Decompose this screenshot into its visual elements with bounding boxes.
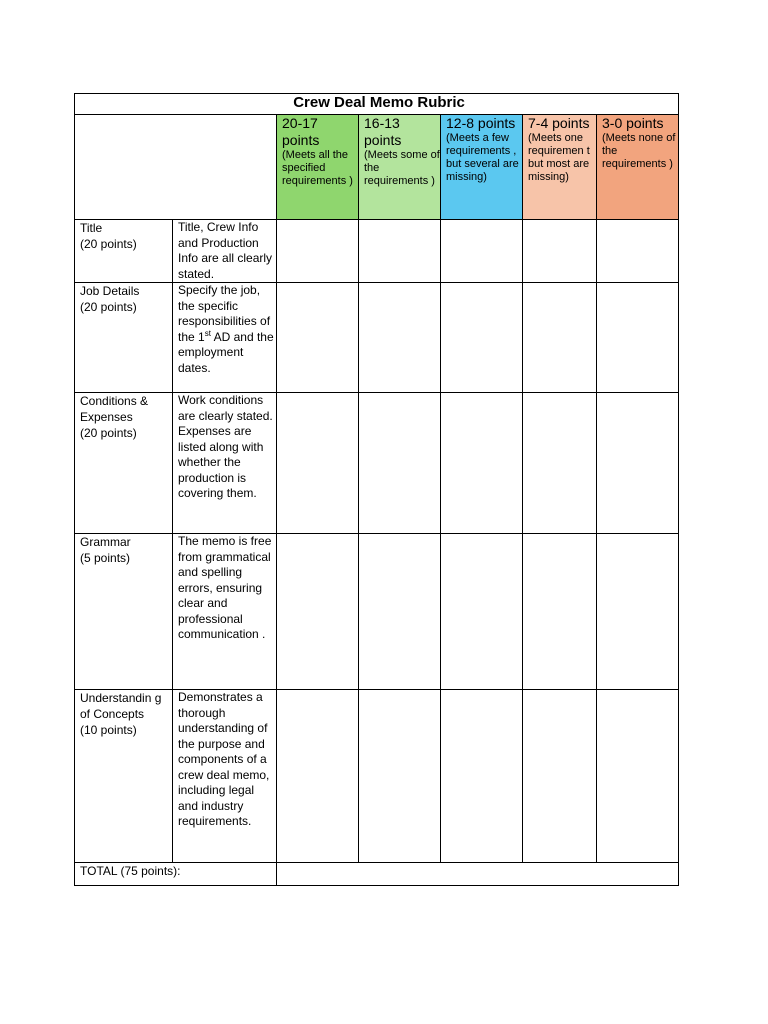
score-level-3-0 xyxy=(597,115,679,220)
ordinal-suffix: st xyxy=(204,328,211,338)
criterion-row-understanding xyxy=(75,690,679,863)
score-level-16-13 xyxy=(359,115,441,220)
score-cell[interactable] xyxy=(523,283,597,393)
criterion-points: (20 points) xyxy=(80,300,137,314)
score-points: 7-4 points xyxy=(528,115,590,131)
criterion-description: Title, Crew Info and Production Info are all clearly stated. xyxy=(173,220,277,283)
criterion-name xyxy=(75,393,173,534)
score-level-7-4 xyxy=(523,115,597,220)
criterion-name-text: Title xyxy=(80,221,103,235)
score-cell[interactable] xyxy=(597,283,679,393)
score-cell[interactable] xyxy=(277,220,359,283)
score-points: 3-0 points xyxy=(602,115,664,131)
score-cell[interactable] xyxy=(441,283,523,393)
rubric-table xyxy=(74,93,679,886)
criterion-row-grammar xyxy=(75,534,679,690)
score-cell[interactable] xyxy=(277,690,359,863)
criterion-points: (20 points) xyxy=(80,426,137,440)
score-description: (Meets some of the requirements ) xyxy=(364,149,440,187)
score-cell[interactable] xyxy=(359,220,441,283)
score-cell[interactable] xyxy=(597,534,679,690)
score-cell[interactable] xyxy=(597,220,679,283)
criterion-description: The memo is free from grammatical and spelling errors, ensuring clear and professional communication . xyxy=(173,534,277,690)
criterion-name xyxy=(75,220,173,283)
criterion-points: (5 points) xyxy=(80,551,131,565)
header-empty-cell xyxy=(75,115,277,220)
criterion-name-text: Conditions & Expenses xyxy=(80,394,149,424)
criterion-points: (10 points) xyxy=(80,723,137,737)
criterion-description: Demonstrates a thorough understanding of the purpose and components of a crew deal memo, including legal and industry requirements. xyxy=(173,690,277,863)
score-cell[interactable] xyxy=(441,690,523,863)
score-level-20-17 xyxy=(277,115,359,220)
criterion-name-text: Job Details xyxy=(80,284,140,298)
score-cell[interactable] xyxy=(277,393,359,534)
criterion-name xyxy=(75,283,173,393)
score-description: (Meets a few requirements , but several are missing) xyxy=(446,132,519,183)
criterion-row-title xyxy=(75,220,679,283)
score-cell[interactable] xyxy=(523,690,597,863)
score-cell[interactable] xyxy=(523,534,597,690)
criterion-name-text: Grammar xyxy=(80,535,131,549)
score-cell[interactable] xyxy=(359,534,441,690)
score-cell[interactable] xyxy=(359,690,441,863)
criterion-row-job-details xyxy=(75,283,679,393)
score-cell[interactable] xyxy=(441,534,523,690)
criterion-description-text: Specify the job, the specific responsibilities of the 1 xyxy=(178,283,271,344)
score-cell[interactable] xyxy=(277,534,359,690)
criterion-row-conditions xyxy=(75,393,679,534)
score-points: 20-17 points xyxy=(282,115,320,148)
score-level-12-8 xyxy=(441,115,523,220)
score-cell[interactable] xyxy=(597,690,679,863)
score-description: (Meets all the specified requirements ) xyxy=(282,149,353,187)
title-row xyxy=(75,94,679,115)
total-score-cell[interactable] xyxy=(277,863,679,886)
score-points: 12-8 points xyxy=(446,115,516,131)
score-cell[interactable] xyxy=(597,393,679,534)
score-cell[interactable] xyxy=(359,283,441,393)
score-description: (Meets one requiremen t but most are missing) xyxy=(528,132,590,183)
criterion-name xyxy=(75,690,173,863)
score-cell[interactable] xyxy=(277,283,359,393)
score-cell[interactable] xyxy=(441,393,523,534)
criterion-points: (20 points) xyxy=(80,237,137,251)
criterion-name-text: Understandin g of Concepts xyxy=(80,691,162,721)
total-label: TOTAL (75 points): xyxy=(75,863,277,886)
criterion-description: Work conditions are clearly stated. Expenses are listed along with whether the production is covering them. xyxy=(173,393,277,534)
score-cell[interactable] xyxy=(441,220,523,283)
score-header-row xyxy=(75,115,679,220)
score-points: 16-13 points xyxy=(364,115,402,148)
score-cell[interactable] xyxy=(523,220,597,283)
total-row xyxy=(75,863,679,886)
rubric-title: Crew Deal Memo Rubric xyxy=(75,94,679,115)
criterion-description-text: AD and the employment dates. xyxy=(178,329,274,375)
criterion-description xyxy=(173,283,277,393)
score-description: (Meets none of the requirements ) xyxy=(602,132,676,170)
score-cell[interactable] xyxy=(359,393,441,534)
criterion-name xyxy=(75,534,173,690)
score-cell[interactable] xyxy=(523,393,597,534)
